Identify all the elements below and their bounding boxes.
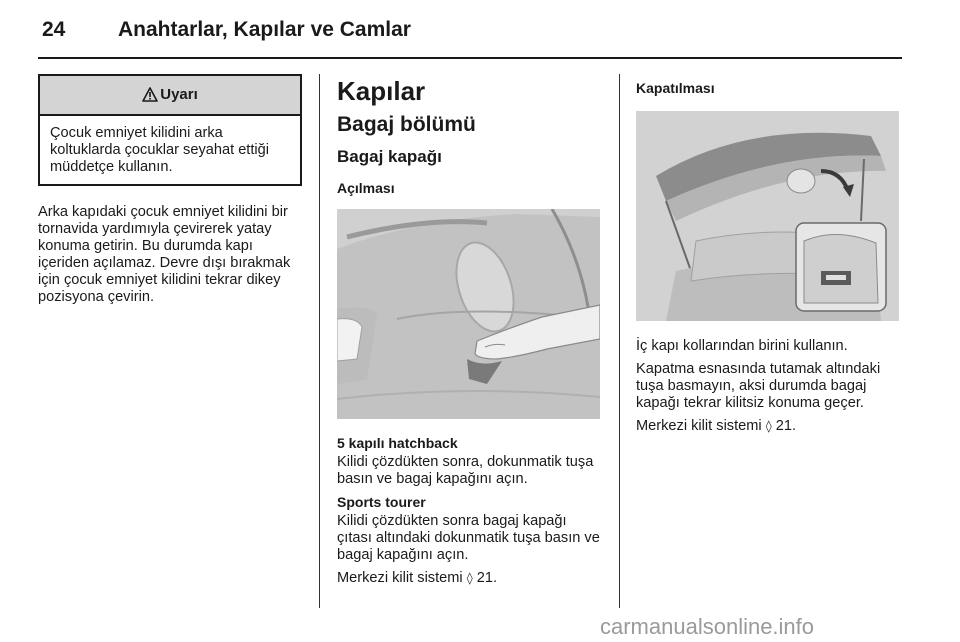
ref-label-2: Merkezi kilit sistemi [636, 418, 762, 434]
section-title: Kapılar [337, 76, 426, 106]
hatchback-text: Kilidi çözdükten sonra, dokunmatik tuşa basın ve bagaj kapağını açın. [337, 454, 594, 487]
opening-heading: Açılması [337, 180, 395, 196]
central-lock-reference-2 [636, 418, 902, 435]
tourer-heading: Sports tourer [337, 494, 426, 510]
warning-body [40, 116, 300, 184]
column-1 [38, 74, 302, 306]
column-divider-2 [619, 74, 620, 608]
header-rule [38, 57, 902, 59]
topic-title: Bagaj kapağı [337, 147, 442, 166]
warning-triangle-icon [142, 87, 158, 102]
page-ref-icon: ◊ [466, 571, 473, 585]
column-3 [636, 74, 902, 435]
child-lock-paragraph: Arka kapıdaki çocuk emniyet kilidini bir tornavida yardımıyla çevirerek yatay konuma getirin. Bu durumda kapı içeriden açılamaz. Devre dışı bırakmak için çocuk emniyet kilidini tekrar dikey pozisyona çevirin. [38, 204, 291, 305]
column-2 [337, 74, 603, 587]
closing-text-1: İç kapı kollarından birini kullanın. [636, 338, 848, 354]
hatchback-heading: 5 kapılı hatchback [337, 435, 458, 451]
closing-text-2: Kapatma esnasında tutamak altındaki tuşa basmayın, aksi durumda bagaj kapağı tekrar kilitsiz konuma geçer. [636, 361, 881, 411]
tailgate-closing-illustration [636, 111, 899, 321]
ref-page-2[interactable]: 21. [775, 418, 797, 434]
warning-text: Çocuk emniyet kilidini arka koltuklarda çocuklar seyahat ettiği müddetçe kullanın. [50, 125, 270, 175]
subsection-title: Bagaj bölümü [337, 113, 476, 136]
page-number: 24 [42, 18, 66, 41]
chapter-title: Anahtarlar, Kapılar ve Camlar [118, 18, 411, 41]
central-lock-reference [337, 570, 603, 587]
column-divider-1 [319, 74, 320, 608]
ref-page[interactable]: 21. [476, 570, 498, 586]
warning-title: Uyarı [160, 86, 198, 103]
watermark: carmanualsonline.info [600, 614, 815, 639]
tailgate-opening-illustration [337, 209, 600, 419]
ref-label: Merkezi kilit sistemi [337, 570, 463, 586]
closing-heading: Kapatılması [636, 80, 715, 96]
warning-header [40, 76, 300, 116]
warning-box [38, 74, 302, 186]
tourer-text: Kilidi çözdükten sonra bagaj kapağı çıtası altındaki dokunmatik tuşa basın ve bagaj kapağını açın. [337, 513, 600, 563]
page-ref-icon-2: ◊ [765, 419, 772, 433]
